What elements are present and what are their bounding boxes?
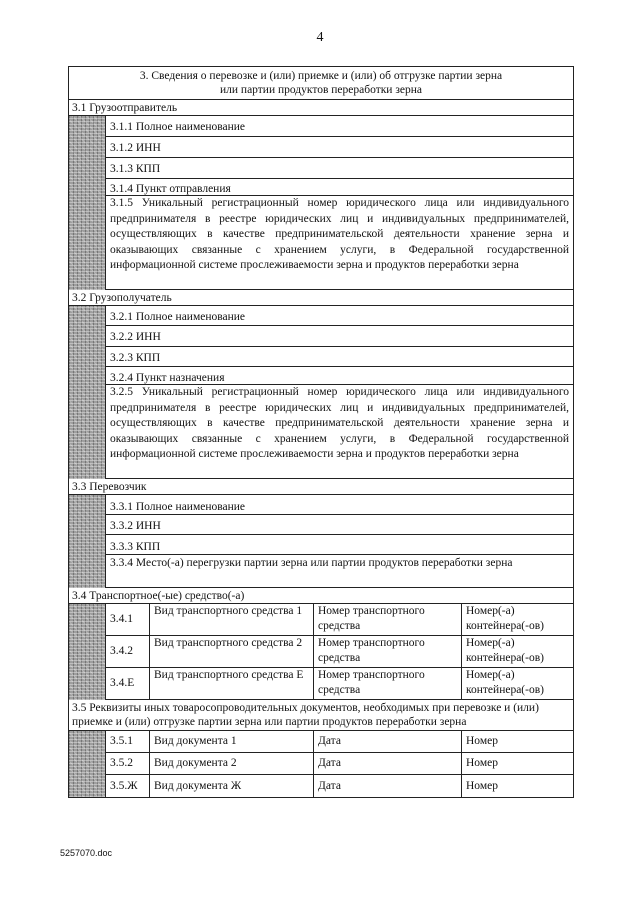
container-number: Номер(-а) контейнера(-ов) xyxy=(462,604,573,636)
vehicle-number: Номер транспортного средства xyxy=(314,604,462,636)
section-3-4-heading: 3.4 Транспортное(-ые) средство(-а) xyxy=(69,588,573,604)
footer-filename: 5257070.doc xyxy=(60,848,113,858)
vehicle-number: Номер транспортного средства xyxy=(314,668,462,700)
shaded-margin xyxy=(69,116,106,290)
doc-type: Вид документа Ж xyxy=(150,775,314,797)
doc-row-num: 3.5.Ж xyxy=(106,775,150,797)
shaded-margin xyxy=(69,731,106,797)
section-3-1-heading: 3.1 Грузоотправитель xyxy=(69,100,573,116)
field-3-2-4: 3.2.4 Пункт назначения xyxy=(106,367,573,385)
page-number: 4 xyxy=(316,30,324,45)
title-line-1: 3. Сведения о перевозке и (или) приемке и (или) об отгрузке партии зерна xyxy=(139,70,503,82)
doc-type: Вид документа 2 xyxy=(150,753,314,775)
doc-number: Номер xyxy=(462,731,573,753)
field-3-1-4: 3.1.4 Пункт отправления xyxy=(106,179,573,196)
doc-date: Дата xyxy=(314,731,462,753)
doc-row-num: 3.5.1 xyxy=(106,731,150,753)
document-table xyxy=(68,66,574,798)
doc-date: Дата xyxy=(314,753,462,775)
doc-row-num: 3.5.2 xyxy=(106,753,150,775)
container-number: Номер(-а) контейнера(-ов) xyxy=(462,636,573,668)
vehicle-row-num: 3.4.1 xyxy=(106,604,150,636)
field-3-2-2: 3.2.2 ИНН xyxy=(106,326,573,347)
section-3-title xyxy=(69,67,573,100)
section-3-5-heading: 3.5 Реквизиты иных товаросопроводительных документов, необходимых при перевозке и (или) приемке и (или) отгрузке партии зерна или партии продуктов переработки зерна xyxy=(69,700,573,731)
field-3-3-2: 3.3.2 ИНН xyxy=(106,515,573,535)
shaded-margin xyxy=(69,495,106,588)
field-3-3-4: 3.3.4 Место(-а) перегрузки партии зерна или партии продуктов переработки зерна xyxy=(106,555,573,588)
doc-date: Дата xyxy=(314,775,462,797)
field-3-3-1: 3.3.1 Полное наименование xyxy=(106,495,573,515)
field-3-3-3: 3.3.3 КПП xyxy=(106,535,573,555)
field-3-2-1: 3.2.1 Полное наименование xyxy=(106,306,573,326)
container-number: Номер(-а) контейнера(-ов) xyxy=(462,668,573,700)
field-3-2-5: 3.2.5 Уникальный регистрационный номер юридического лица или индивидуального предпринимателя в реестре юридических лиц и индивидуальных предпринимателей, осуществляющих в качестве предпринимательской деятельности хранение зерна и оказывающих связанные с хранением услуги, в Федеральной государственной информационной системе прослеживаемости зерна и продуктов переработки зерна xyxy=(106,385,573,479)
vehicle-row-num: 3.4.2 xyxy=(106,636,150,668)
field-3-1-1: 3.1.1 Полное наименование xyxy=(106,116,573,137)
vehicle-row-num: 3.4.Е xyxy=(106,668,150,700)
vehicle-number: Номер транспортного средства xyxy=(314,636,462,668)
shaded-margin xyxy=(69,306,106,479)
section-3-3-heading: 3.3 Перевозчик xyxy=(69,479,573,495)
field-3-1-3: 3.1.3 КПП xyxy=(106,158,573,179)
vehicle-type: Вид транспортного средства Е xyxy=(150,668,314,700)
vehicle-type: Вид транспортного средства 2 xyxy=(150,636,314,668)
vehicle-type: Вид транспортного средства 1 xyxy=(150,604,314,636)
field-3-1-2: 3.1.2 ИНН xyxy=(106,137,573,158)
doc-number: Номер xyxy=(462,753,573,775)
section-3-2-heading: 3.2 Грузополучатель xyxy=(69,290,573,306)
doc-number: Номер xyxy=(466,779,498,792)
field-3-2-3: 3.2.3 КПП xyxy=(106,347,573,367)
field-3-1-5: 3.1.5 Уникальный регистрационный номер юридического лица или индивидуального предпринимателя в реестре юридических лиц и индивидуальных предпринимателей, осуществляющих в качестве предпринимательской деятельности хранение зерна и оказывающих связанные с хранением услуги, в Федеральной государственной информационной системе прослеживаемости зерна и продуктов переработки зерна xyxy=(106,196,573,290)
doc-type: Вид документа 1 xyxy=(150,731,314,753)
title-line-2: или партии продуктов переработки зерна xyxy=(220,84,422,96)
shaded-margin xyxy=(69,604,106,700)
